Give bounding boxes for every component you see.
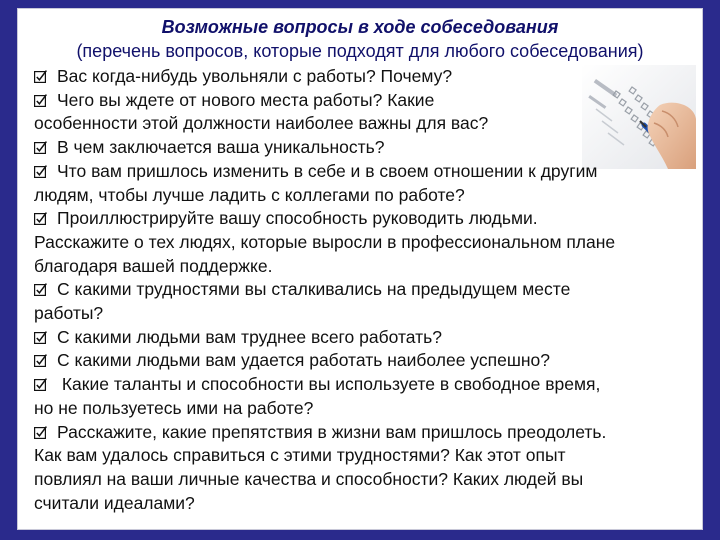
question-text: считали идеалами? [34,492,195,513]
question-text: Чего вы ждете от нового места работы? Какие [57,89,435,110]
checkbox-checked-icon [34,141,47,154]
question-line [34,207,700,231]
question-line [34,302,700,326]
question-text: благодаря вашей поддержке. [34,255,273,276]
question-item [34,207,700,278]
question-line [34,444,700,468]
question-item [34,373,700,420]
question-text: С какими людьми вам труднее всего работать? [57,326,443,347]
question-text: Проиллюстрируйте вашу способность руководить людьми. [57,208,538,229]
checkbox-checked-icon [34,426,47,439]
question-text: работы? [34,303,104,324]
question-item [34,278,700,325]
page-title: Возможные вопросы в ходе собеседования [161,17,559,37]
question-line [34,136,700,160]
question-list [34,65,700,515]
question-text: Расскажите о тех людях, которые выросли в профессиональном плане [34,231,616,252]
question-text: В чем заключается ваша уникальность? [57,137,385,158]
question-text: особенности этой должности наиболее важны для вас? [34,113,489,134]
checkbox-checked-icon [34,354,47,367]
question-text: Как вам удалось справиться с этими трудностями? Как этот опыт [34,445,566,466]
question-item [34,326,700,350]
question-item [34,421,700,516]
question-item [34,89,700,136]
question-item [34,136,700,160]
question-item [34,349,700,373]
question-text: но не пользуетесь ими на работе? [34,397,314,418]
question-line [34,373,700,397]
question-text: Какие таланты и способности вы используете в свободное время, [57,374,601,395]
question-text: повлиял на ваши личные качества и способности? Каких людей вы [34,468,584,489]
checkbox-checked-icon [34,283,47,296]
checkbox-checked-icon [34,70,47,83]
question-line [34,278,700,302]
question-line [34,65,700,89]
checkbox-checked-icon [34,331,47,344]
question-line [34,397,700,421]
question-line [34,349,700,373]
question-line [34,160,700,184]
question-line [34,326,700,350]
page-subtitle: (перечень вопросов, которые подходят для любого собеседования) [76,41,644,61]
question-line [34,421,700,445]
checkbox-checked-icon [34,378,47,391]
question-text: С какими трудностями вы сталкивались на предыдущем месте [57,279,571,300]
question-item [34,160,700,207]
question-line [34,112,700,136]
question-text: Что вам пришлось изменить в себе и в своем отношении к другим [57,160,598,181]
question-line [34,468,700,492]
question-text: Расскажите, какие препятствия в жизни вам пришлось преодолеть. [57,421,607,442]
question-line [34,89,700,113]
question-text: С какими людьми вам удается работать наиболее успешно? [57,350,550,371]
checkbox-checked-icon [34,94,47,107]
question-line [34,255,700,279]
slide [17,8,703,530]
question-text: людям, чтобы лучше ладить с коллегами по работе? [34,184,465,205]
question-text: Вас когда-нибудь увольняли с работы? Почему? [57,66,453,86]
checkbox-checked-icon [34,165,47,178]
question-line [34,184,700,208]
question-item [34,65,700,89]
question-line [34,492,700,516]
checkbox-checked-icon [34,212,47,225]
question-line [34,231,700,255]
